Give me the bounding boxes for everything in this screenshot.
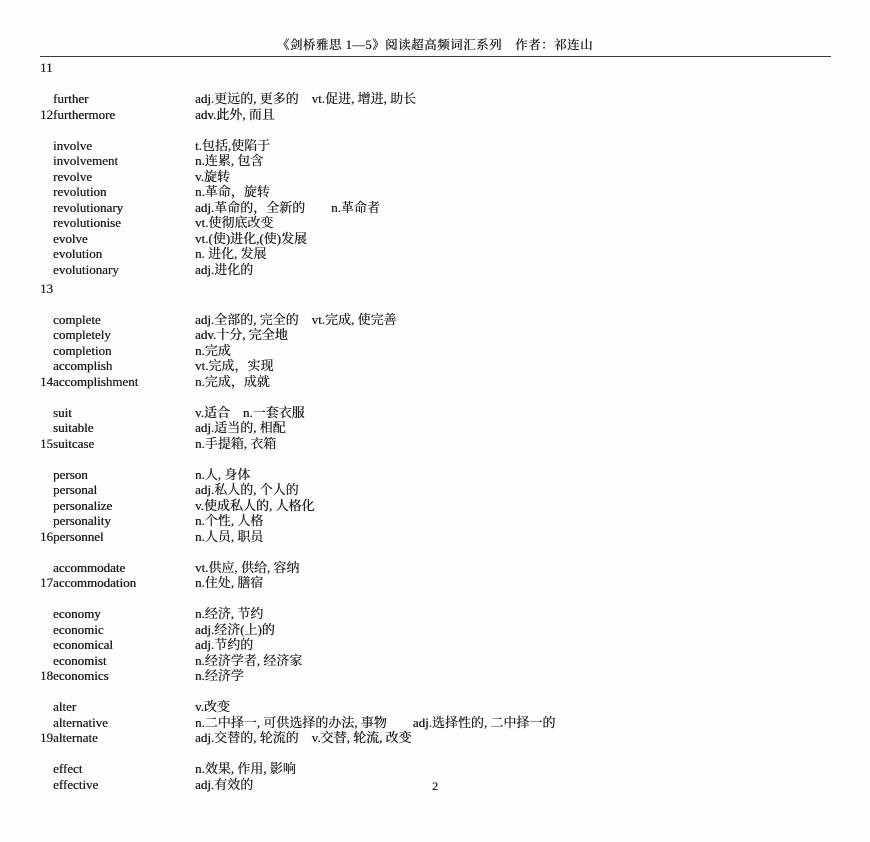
vocab-word: completely	[53, 327, 111, 342]
vocab-word: accommodate	[53, 559, 126, 575]
vocab-entry	[40, 76, 840, 106]
vocab-word: personalize	[53, 497, 113, 513]
vocab-definition: adj.节约的	[195, 637, 254, 652]
vocab-definition: vt.完成，实现	[195, 358, 274, 373]
vocab-definition: n.完成	[195, 342, 231, 358]
vocab-definition: adj.进化的	[195, 261, 254, 277]
vocab-word: person	[53, 466, 88, 482]
vocab-definition: n.革命，旋转	[195, 184, 270, 199]
vocab-definition: n.住处, 膳宿	[195, 575, 264, 590]
section-number: 19	[40, 730, 53, 745]
vocab-word: evolution	[53, 246, 103, 261]
vocab-entry	[40, 296, 840, 327]
vocab-definition: n.经济学	[195, 668, 244, 683]
vocab-definition: v.适合 n.一套衣服	[195, 404, 305, 420]
vocab-entry	[40, 591, 840, 621]
vocab-definition: n. 进化, 发展	[195, 246, 267, 261]
vocab-definition: n.完成，成就	[195, 373, 270, 389]
vocabulary-list	[0, 57, 870, 792]
section-number: 12	[40, 106, 53, 122]
section-number: 13	[40, 280, 53, 296]
vocab-definition: n.手提箱, 衣箱	[195, 435, 277, 451]
page-header	[0, 0, 870, 57]
vocab-entry	[40, 451, 840, 482]
vocab-word: complete	[53, 311, 101, 327]
vocab-definition: adj.私人的, 个人的	[195, 482, 299, 497]
vocab-word: economy	[53, 606, 101, 621]
vocab-definition: n.连累, 包含	[195, 153, 264, 168]
page-footer	[0, 776, 870, 794]
vocab-word: further	[53, 91, 89, 106]
vocab-word: revolutionise	[53, 215, 121, 230]
vocab-word: economic	[53, 621, 104, 637]
vocab-definition: v.旋转	[195, 168, 230, 184]
document-title: 《剑桥雅思 1—5》阅读超高频词汇系列 作者：祁连山	[276, 38, 594, 52]
vocab-definition: adj.适当的, 相配	[195, 420, 286, 435]
vocab-word: furthermore	[53, 106, 116, 122]
section-number: 11	[40, 60, 53, 75]
vocab-section	[40, 106, 840, 277]
vocab-definition: adj.全部的, 完全的 vt.完成, 使完善	[195, 311, 397, 327]
vocab-word: economics	[53, 668, 109, 683]
vocab-word: accommodation	[53, 575, 137, 590]
vocab-definition: v.使成私人的, 人格化	[195, 497, 315, 513]
vocab-word: suit	[53, 404, 72, 420]
vocab-word: economist	[53, 652, 107, 668]
vocab-definition: adj.经济(上)的	[195, 621, 275, 637]
vocab-entry	[40, 389, 840, 420]
vocab-definition: adj.有效的	[195, 776, 254, 792]
vocab-definition: adj.更远的, 更多的 vt.促进, 增进, 助长	[195, 91, 416, 106]
vocab-word: effective	[53, 776, 99, 792]
vocab-word: revolutionary	[53, 199, 124, 215]
vocab-definition: t.包括,使陷于	[195, 137, 271, 153]
vocab-definition: vt.使彻底改变	[195, 215, 274, 230]
vocab-definition: v.改变	[195, 699, 230, 714]
vocab-word: involve	[53, 137, 92, 153]
section-number: 15	[40, 435, 53, 451]
vocab-word: involvement	[53, 153, 118, 168]
vocab-word: personality	[53, 513, 111, 528]
vocab-word: alter	[53, 699, 77, 714]
section-number: 18	[40, 668, 53, 683]
vocab-word: economical	[53, 637, 113, 652]
vocab-word: revolve	[53, 168, 92, 184]
section-number: 14	[40, 373, 53, 389]
vocab-word: evolve	[53, 230, 88, 246]
vocab-definition: vt.(使)进化,(使)发展	[195, 230, 307, 246]
vocab-word: accomplishment	[53, 373, 139, 389]
vocab-entry	[40, 544, 840, 575]
vocab-word: suitable	[53, 420, 94, 435]
vocab-definition: n.效果, 作用, 影响	[195, 761, 296, 776]
vocab-word: personal	[53, 482, 98, 497]
vocab-definition: n.人员, 职员	[195, 528, 264, 544]
vocab-definition: adj.交替的, 轮流的 v.交替, 轮流, 改变	[195, 730, 412, 745]
vocab-word: revolution	[53, 184, 107, 199]
vocab-definition: adv.十分, 完全地	[195, 327, 288, 342]
vocab-definition: n.个性, 人格	[195, 513, 264, 528]
vocab-word: completion	[53, 342, 112, 358]
vocab-word: evolutionary	[53, 261, 119, 277]
vocab-entry	[40, 684, 840, 714]
vocab-definition: vt.供应, 供给, 容纳	[195, 559, 300, 575]
page-number: 2	[432, 779, 438, 793]
section-number: 16	[40, 528, 53, 544]
vocab-definition: n.经济学者, 经济家	[195, 652, 303, 668]
vocab-word: accomplish	[53, 358, 113, 373]
vocab-word: effect	[53, 761, 83, 776]
vocab-word: alternative	[53, 714, 108, 730]
vocab-definition: adv.此外, 而且	[195, 106, 275, 122]
vocab-entry	[40, 122, 840, 153]
vocab-definition: n.二中择一, 可供选择的办法, 事物 adj.选择性的, 二中择一的	[195, 714, 556, 730]
vocab-entry	[40, 746, 840, 776]
vocab-definition: n.经济, 节约	[195, 606, 264, 621]
vocab-word: suitcase	[53, 435, 95, 451]
vocab-definition: n.人, 身体	[195, 466, 251, 482]
vocab-word: alternate	[53, 730, 98, 745]
vocab-definition: adj.革命的，全新的 n.革命者	[195, 199, 380, 215]
section-number: 17	[40, 575, 53, 590]
vocab-word: personnel	[53, 528, 104, 544]
